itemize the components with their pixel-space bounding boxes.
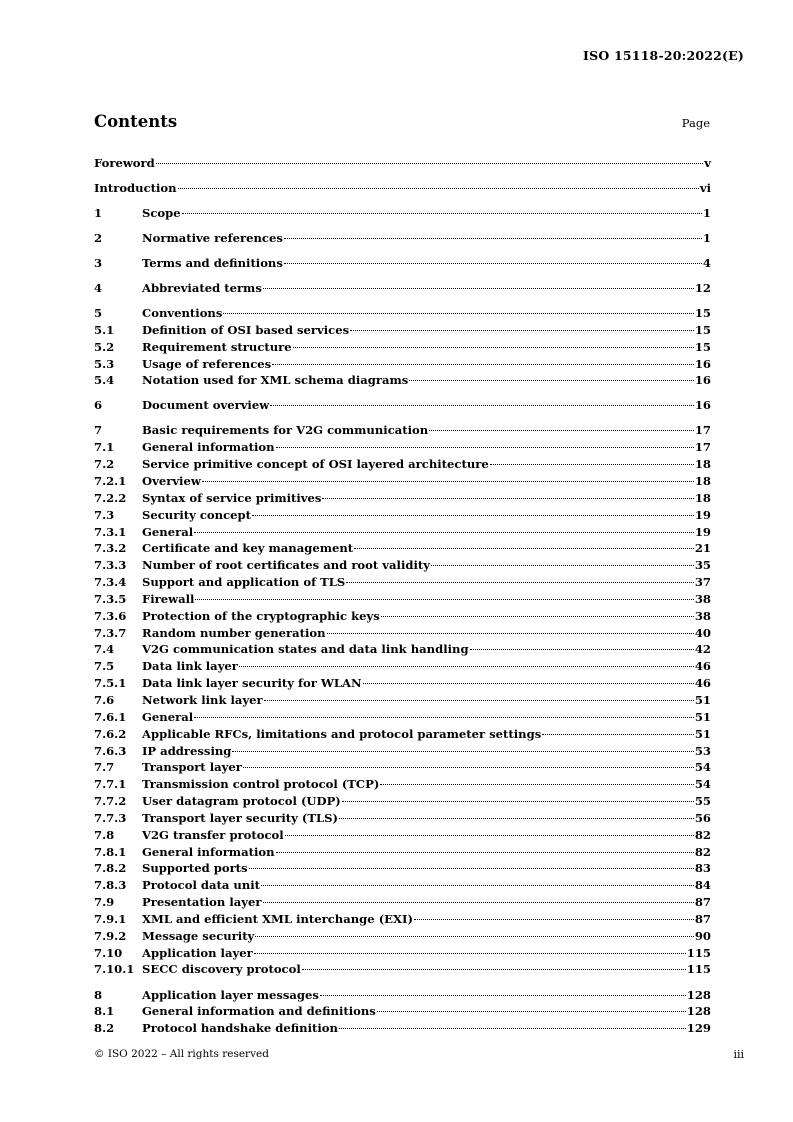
toc-dot-leader	[194, 519, 694, 536]
toc-entry-page: 17	[694, 440, 711, 455]
toc-entry-number: 7.2.1	[94, 474, 127, 488]
toc-entry-number: 1	[94, 205, 103, 220]
toc-entry-page: 38	[694, 608, 711, 623]
toc-entry-title: Terms and definitions	[142, 255, 283, 270]
toc-dot-leader	[178, 175, 699, 192]
toc-entry-page: 54	[694, 777, 711, 792]
toc-entry[interactable]	[94, 150, 711, 170]
toc-entry-title: Notation used for XML schema diagrams	[142, 373, 409, 388]
toc-dot-leader	[254, 940, 686, 957]
toc-entry-number: 7.9.2	[94, 928, 127, 943]
toc-entry[interactable]	[94, 982, 711, 1002]
toc-entry-title: Transport layer security (TLS)	[142, 810, 339, 825]
toc-dot-leader	[195, 586, 693, 603]
toc-entry-title: Message security	[142, 928, 255, 943]
toc-entry-page: 51	[694, 709, 711, 724]
toc-entry-title: Normative references	[142, 230, 283, 245]
toc-entry-page: 83	[694, 861, 711, 876]
toc-entry-title: Protection of the cryptographic keys	[142, 608, 380, 623]
toc-entry-page: 18	[694, 474, 711, 488]
toc-dot-leader	[156, 150, 704, 167]
toc-entry-page: 128	[686, 987, 711, 1002]
toc-entry-title: User datagram protocol (UDP)	[142, 794, 341, 809]
toc-entry-page: v	[704, 155, 711, 170]
toc-entry[interactable]	[94, 250, 711, 270]
toc-dot-leader	[342, 788, 694, 805]
toc-entry-page: 1	[702, 230, 711, 245]
toc-entry-number: 8.1	[94, 1004, 115, 1019]
toc-entry-title: Conventions	[142, 306, 223, 321]
toc-entry-number: 7.6.3	[94, 743, 127, 758]
toc-entry-title: Support and application of TLS	[142, 575, 346, 590]
toc-dot-leader	[255, 923, 694, 940]
toc-entry-title: Definition of OSI based services	[142, 322, 350, 337]
toc-entry-title: Application layer	[142, 945, 253, 960]
toc-entry[interactable]	[94, 175, 711, 195]
toc-dot-leader	[346, 569, 694, 586]
toc-entry-number: 7.3.1	[94, 524, 127, 539]
toc-entry-title: General information	[142, 844, 275, 859]
toc-entry-page: 90	[694, 928, 711, 943]
toc-dot-leader	[293, 334, 694, 351]
toc-entry[interactable]	[94, 200, 711, 220]
toc-entry-number: 7.6.1	[94, 709, 127, 724]
toc-dot-leader	[239, 653, 694, 670]
toc-entry-title: Firewall	[142, 591, 195, 606]
toc-dot-leader	[409, 368, 694, 385]
toc-entry-title: V2G communication states and data link handling	[142, 642, 469, 657]
toc-dot-leader	[272, 351, 694, 368]
toc-entry-number: 7.8.1	[94, 844, 127, 859]
toc-entry[interactable]	[94, 225, 711, 245]
toc-entry-number: 7	[94, 423, 103, 438]
toc-entry-page: 84	[694, 878, 711, 893]
toc-dot-leader	[339, 805, 694, 822]
toc-entry-page: 18	[694, 457, 711, 472]
copyright-notice: © ISO 2022 – All rights reserved	[94, 1048, 269, 1060]
toc-dot-leader	[380, 771, 693, 788]
toc-entry-title: Foreword	[94, 155, 155, 170]
toc-dot-leader	[470, 637, 694, 654]
toc-entry[interactable]	[94, 418, 711, 438]
toc-entry-page: 16	[694, 373, 711, 388]
toc-entry-page: 46	[694, 659, 711, 674]
page-column-label: Page	[681, 116, 710, 130]
toc-entry-page: 82	[694, 844, 711, 859]
contents-heading: Contents	[94, 112, 178, 131]
toc-entry-page: 55	[694, 794, 711, 809]
toc-dot-leader	[276, 839, 694, 856]
toc-dot-leader	[302, 957, 686, 974]
toc-entry-title: Application layer messages	[142, 987, 319, 1002]
toc-entry-number: 5.4	[94, 373, 115, 388]
toc-entry-page: 82	[694, 827, 711, 842]
toc-entry-number: 7.8.2	[94, 861, 127, 876]
toc-entry-title: Protocol handshake definition	[142, 1021, 338, 1036]
toc-entry-number: 5.1	[94, 322, 115, 337]
toc-dot-leader	[414, 906, 694, 923]
toc-entry-number: 7.9	[94, 895, 115, 910]
toc-entry-page: 42	[694, 642, 711, 657]
toc-entry-number: 7.6.2	[94, 726, 127, 741]
toc-dot-leader	[232, 738, 693, 755]
toc-entry-page: vi	[699, 180, 711, 195]
toc-entry-title: Data link layer security for WLAN	[142, 676, 362, 691]
toc-entry-page: 16	[694, 356, 711, 371]
page-number: iii	[733, 1048, 744, 1061]
toc-entry[interactable]	[94, 300, 711, 321]
toc-dot-leader	[320, 982, 686, 999]
toc-entry-title: Requirement structure	[142, 339, 292, 354]
toc-entry-title: Introduction	[94, 180, 177, 195]
toc-entry-number: 7.7	[94, 760, 115, 775]
document-identifier: ISO 15118-20:2022(E)	[583, 48, 744, 63]
toc-entry-page: 19	[694, 524, 711, 539]
toc-entry-title: General	[142, 709, 194, 724]
toc-entry-page: 87	[694, 895, 711, 910]
toc-entry-page: 53	[694, 743, 711, 758]
toc-entry-page: 38	[694, 591, 711, 606]
toc-entry-number: 3	[94, 255, 103, 270]
toc-dot-leader	[263, 275, 694, 292]
toc-entry-number: 5.2	[94, 339, 115, 354]
toc-entry-page: 21	[694, 541, 711, 556]
toc-dot-leader	[354, 536, 694, 553]
toc-entry-number: 8.2	[94, 1021, 115, 1036]
toc-entry-title: General	[142, 524, 194, 539]
toc-entry-number: 2	[94, 230, 103, 245]
toc-entry-title: Number of root certificates and root validity	[142, 558, 430, 573]
toc-entry-page: 129	[686, 1021, 711, 1036]
toc-entry-title: Security concept	[142, 507, 251, 522]
toc-entry-page: 19	[694, 507, 711, 522]
toc-dot-leader	[261, 872, 694, 889]
toc-entry-title: XML and efficient XML interchange (EXI)	[142, 911, 413, 926]
toc-entry-page: 16	[694, 398, 711, 413]
toc-entry-number: 5.3	[94, 356, 115, 371]
toc-entry-number: 7.5	[94, 659, 115, 674]
toc-entry-page: 15	[694, 339, 711, 354]
toc-entry-number: 7.7.3	[94, 810, 127, 825]
toc-dot-leader	[284, 250, 702, 267]
toc-entry-title: V2G transfer protocol	[142, 827, 284, 842]
toc-dot-leader	[381, 603, 694, 620]
toc-entry-title: Syntax of service primitives	[142, 490, 322, 505]
toc-entry-page: 51	[694, 726, 711, 741]
toc-entry-title: Document overview	[142, 398, 270, 413]
toc-entry-page: 46	[694, 676, 711, 691]
toc-entry-page: 51	[694, 692, 711, 707]
table-of-contents	[94, 150, 711, 1036]
toc-entry-title: Random number generation	[142, 625, 326, 640]
toc-entry-number: 7.2.2	[94, 490, 127, 505]
toc-entry-number: 7.5.1	[94, 676, 127, 691]
toc-entry-number: 7.7.1	[94, 777, 127, 792]
toc-dot-leader	[322, 485, 693, 502]
toc-entry-title: Protocol data unit	[142, 878, 261, 893]
toc-entry-number: 7.10.1	[94, 962, 135, 977]
toc-entry-page: 4	[702, 255, 711, 270]
toc-dot-leader	[490, 451, 694, 468]
toc-entry-page: 1	[702, 205, 711, 220]
toc-dot-leader	[270, 393, 694, 410]
toc-entry-number: 7.3.4	[94, 575, 127, 590]
toc-entry-number: 5	[94, 306, 103, 321]
toc-entry-number: 7.4	[94, 642, 115, 657]
toc-entry-page: 40	[694, 625, 711, 640]
toc-entry-number: 7.2	[94, 457, 115, 472]
toc-entry-page: 15	[694, 306, 711, 321]
toc-entry-title: SECC discovery protocol	[142, 962, 301, 977]
toc-dot-leader	[339, 1015, 686, 1032]
toc-entry-title: Service primitive concept of OSI layered architecture	[142, 457, 489, 472]
toc-entry-title: General information	[142, 440, 275, 455]
toc-dot-leader	[327, 620, 694, 637]
toc-entry-page: 37	[694, 575, 711, 590]
toc-entry-page: 128	[686, 1004, 711, 1019]
toc-entry-title: Usage of references	[142, 356, 272, 371]
toc-dot-leader	[350, 317, 694, 334]
toc-entry-number: 7.3.2	[94, 541, 127, 556]
toc-entry-title: Abbreviated terms	[142, 281, 262, 295]
toc-entry-number: 7.8.3	[94, 878, 127, 893]
toc-dot-leader	[284, 225, 702, 242]
toc-entry-number: 6	[94, 398, 103, 413]
toc-entry-title: Presentation layer	[142, 895, 262, 910]
toc-entry-page: 17	[694, 423, 711, 438]
toc-entry-number: 7.9.1	[94, 911, 127, 926]
toc-entry-title: Overview	[142, 474, 201, 488]
toc-entry-number: 8	[94, 987, 103, 1002]
toc-entry-page: 56	[694, 810, 711, 825]
toc-entry-page: 18	[694, 490, 711, 505]
toc-dot-leader	[202, 468, 694, 485]
toc-dot-leader	[429, 418, 694, 435]
toc-entry-number: 7.8	[94, 827, 115, 842]
toc-entry-number: 7.10	[94, 945, 123, 960]
toc-entry-title: Certificate and key management	[142, 541, 354, 556]
toc-entry[interactable]	[94, 275, 711, 295]
toc-entry-page: 35	[694, 558, 711, 573]
toc-dot-leader	[243, 755, 694, 772]
toc-entry-page: 115	[686, 945, 711, 960]
toc-dot-leader	[431, 552, 694, 569]
toc-entry-number: 7.6	[94, 692, 115, 707]
toc-entry-title: Transport layer	[142, 760, 242, 775]
toc-entry-page: 87	[694, 911, 711, 926]
toc-dot-leader	[252, 502, 694, 519]
toc-entry-number: 7.3.3	[94, 558, 127, 573]
toc-dot-leader	[377, 999, 686, 1016]
toc-entry-title: IP addressing	[142, 743, 232, 758]
toc-dot-leader	[249, 856, 694, 873]
toc-entry-title: Applicable RFCs, limitations and protocol parameter settings	[142, 726, 542, 741]
toc-entry-page: 15	[694, 322, 711, 337]
toc-entry-title: Scope	[142, 205, 181, 220]
toc-entry-page: 12	[694, 281, 711, 295]
toc-dot-leader	[276, 434, 694, 451]
toc-entry-title: General information and definitions	[142, 1004, 376, 1019]
toc-dot-leader	[263, 889, 694, 906]
toc-entry-number: 4	[94, 281, 103, 295]
toc-dot-leader	[182, 200, 702, 217]
toc-dot-leader	[542, 721, 694, 738]
toc-entry-title: Transmission control protocol (TCP)	[142, 777, 380, 792]
toc-dot-leader	[223, 300, 693, 317]
toc-entry-number: 7.3	[94, 507, 115, 522]
toc-entry-title: Data link layer	[142, 659, 238, 674]
toc-entry-title: Basic requirements for V2G communication	[142, 423, 429, 438]
toc-entry-number: 7.7.2	[94, 794, 127, 809]
toc-dot-leader	[363, 670, 694, 687]
toc-dot-leader	[264, 687, 694, 704]
toc-entry-page: 54	[694, 760, 711, 775]
toc-entry-page: 115	[686, 962, 711, 977]
toc-entry-title: Network link layer	[142, 692, 263, 707]
toc-dot-leader	[194, 704, 694, 721]
toc-entry[interactable]	[94, 393, 711, 413]
toc-entry-number: 7.1	[94, 440, 115, 455]
toc-entry-title: Supported ports	[142, 861, 248, 876]
toc-entry-number: 7.3.7	[94, 625, 127, 640]
toc-entry-number: 7.3.5	[94, 591, 127, 606]
toc-entry-number: 7.3.6	[94, 608, 127, 623]
toc-dot-leader	[285, 822, 694, 839]
